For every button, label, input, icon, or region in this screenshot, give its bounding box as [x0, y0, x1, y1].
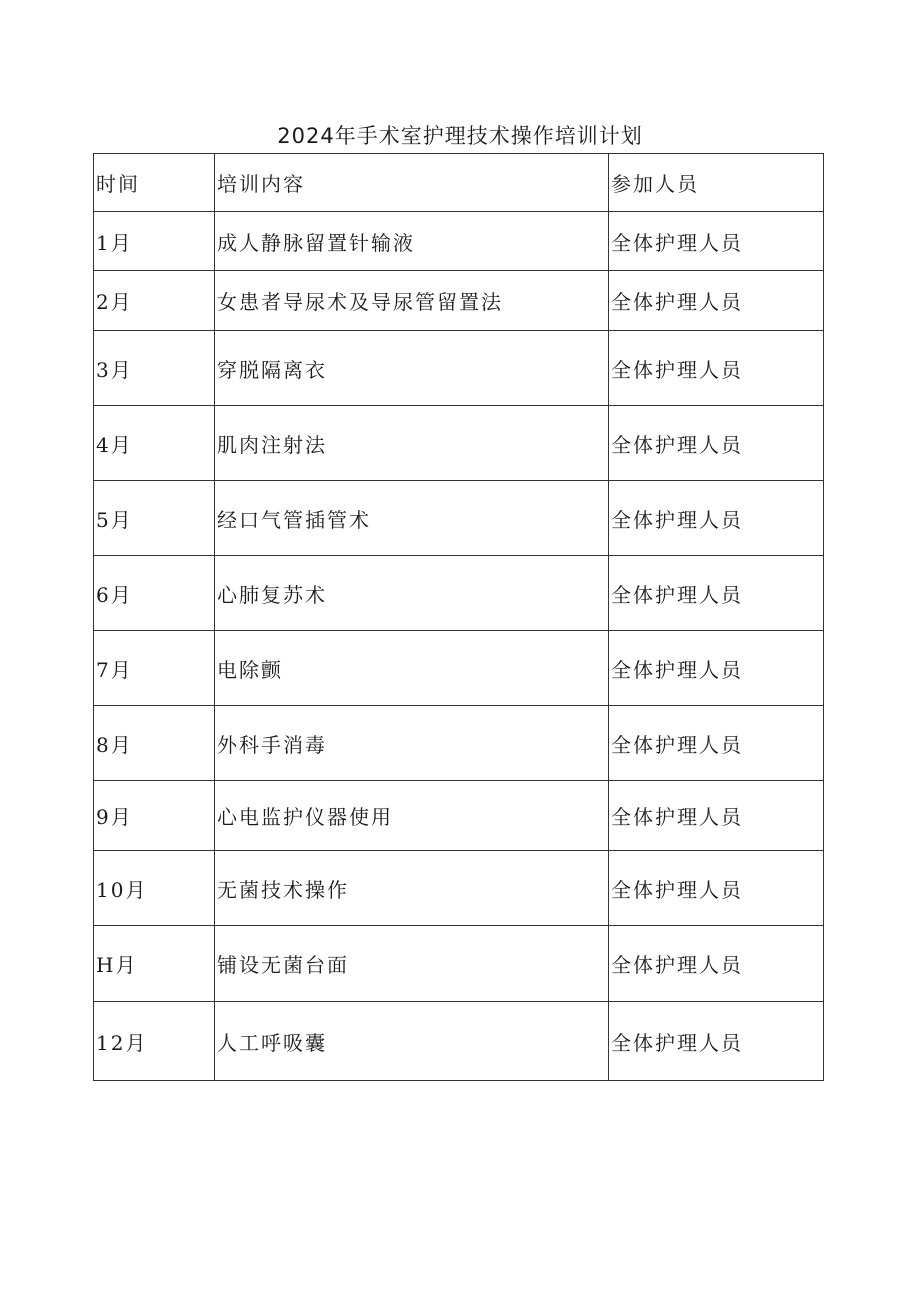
row-month: 9月 [94, 781, 215, 851]
row-content: 外科手消毒 [215, 706, 609, 781]
row-participants: 全体护理人员 [609, 212, 824, 271]
table-row [94, 481, 824, 556]
row-participants: 全体护理人员 [609, 631, 824, 706]
table-row [94, 631, 824, 706]
table-row [94, 556, 824, 631]
table-header-row [94, 154, 824, 212]
table-row [94, 212, 824, 271]
row-month: 2月 [94, 271, 215, 331]
row-content: 人工呼吸囊 [215, 1002, 609, 1081]
table-row [94, 926, 824, 1002]
row-content: 电除颤 [215, 631, 609, 706]
row-month: 10月 [94, 851, 215, 926]
row-participants: 全体护理人员 [609, 926, 824, 1002]
row-participants: 全体护理人员 [609, 481, 824, 556]
row-content: 成人静脉留置针输液 [215, 212, 609, 271]
row-participants: 全体护理人员 [609, 781, 824, 851]
header-participants: 参加人员 [609, 154, 824, 212]
row-content: 无菌技术操作 [215, 851, 609, 926]
row-participants: 全体护理人员 [609, 556, 824, 631]
table-row [94, 331, 824, 406]
header-time: 时间 [94, 154, 215, 212]
header-content: 培训内容 [215, 154, 609, 212]
row-month: H月 [94, 926, 215, 1002]
row-participants: 全体护理人员 [609, 851, 824, 926]
row-month: 1月 [94, 212, 215, 271]
row-participants: 全体护理人员 [609, 1002, 824, 1081]
row-content: 穿脱隔离衣 [215, 331, 609, 406]
table-row [94, 406, 824, 481]
training-plan-table [93, 153, 824, 1081]
table-row [94, 1002, 824, 1081]
row-content: 铺设无菌台面 [215, 926, 609, 1002]
row-content: 女患者导尿术及导尿管留置法 [215, 271, 609, 331]
table-row [94, 851, 824, 926]
row-month: 8月 [94, 706, 215, 781]
row-participants: 全体护理人员 [609, 706, 824, 781]
row-month: 6月 [94, 556, 215, 631]
row-participants: 全体护理人员 [609, 271, 824, 331]
table-row [94, 781, 824, 851]
row-participants: 全体护理人员 [609, 331, 824, 406]
row-participants: 全体护理人员 [609, 406, 824, 481]
row-month: 3月 [94, 331, 215, 406]
row-month: 5月 [94, 481, 215, 556]
row-content: 经口气管插管术 [215, 481, 609, 556]
row-content: 心肺复苏术 [215, 556, 609, 631]
row-month: 4月 [94, 406, 215, 481]
row-month: 12月 [94, 1002, 215, 1081]
row-month: 7月 [94, 631, 215, 706]
table-row [94, 706, 824, 781]
row-content: 心电监护仪器使用 [215, 781, 609, 851]
table-row [94, 271, 824, 331]
document-title: 2024年手术室护理技术操作培训计划 [277, 124, 643, 148]
row-content: 肌肉注射法 [215, 406, 609, 481]
